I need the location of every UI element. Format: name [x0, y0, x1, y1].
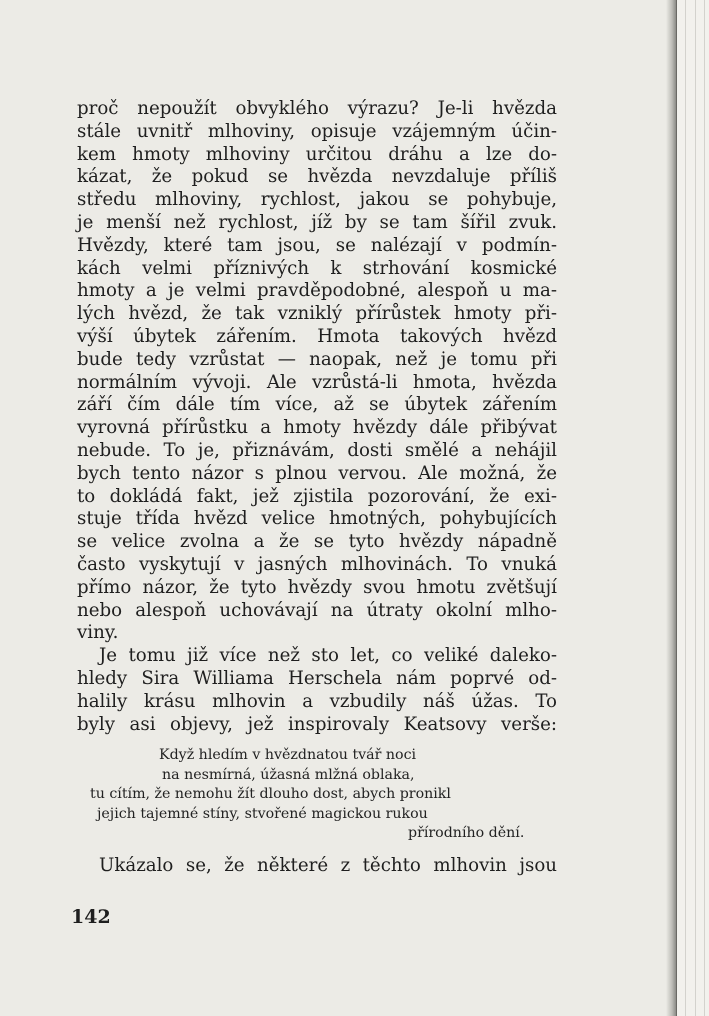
text-line: Hvězdy, které tam jsou, se nalézají v podmín-: [77, 234, 557, 256]
text-line: stuje třída hvězd velice hmotných, pohybujících: [77, 508, 557, 530]
text-line: halily krásu mlhovin a vzbudily náš úžas. To: [77, 690, 557, 712]
book-gutter: [666, 0, 676, 1016]
text-line: září čím dále tím více, až se úbytek zářením: [77, 394, 557, 416]
text-line: stále uvnitř mlhoviny, opisuje vzájemným účin-: [77, 120, 557, 142]
text-line: často vyskytují v jasných mlhovinách. To vnuká: [77, 553, 557, 575]
text-line: hledy Sira Williama Herschela nám poprvé od-: [77, 667, 557, 689]
paragraph-3: [77, 855, 557, 878]
text-line: Je tomu již více než sto let, co veliké daleko-: [99, 645, 557, 667]
paragraph-1: [77, 98, 557, 645]
text-line: lých hvězd, že tak vzniklý přírůstek hmoty při-: [77, 303, 557, 325]
adjacent-page-edge: [676, 0, 709, 1016]
text-line: byly asi objevy, jež inspirovaly Keatsovy verše:: [77, 713, 557, 735]
paragraph-2: [77, 645, 557, 736]
text-line: se velice zvolna a že se tyto hvězdy nápadně: [77, 531, 557, 553]
poem-line: přírodního dění.: [408, 824, 525, 841]
text-line: nebude. To je, přiznávám, dosti smělé a nehájil: [77, 439, 557, 461]
text-line: proč nepoužít obvyklého výrazu? Je-li hvězda: [77, 98, 557, 119]
page-number: 142: [71, 906, 111, 928]
text-line: bych tento názor s plnou vervou. Ale možná, že: [77, 462, 557, 484]
poem-quote: [77, 746, 557, 843]
text-line: to dokládá fakt, jež zjistila pozorování, že exi-: [77, 485, 557, 507]
text-line: nebo alespoň uchovávají na útraty okolní mlho-: [77, 599, 557, 621]
page-edge-line: [704, 0, 705, 1016]
text-line: vyrovná přírůstku a hmoty hvězdy dále přibývat: [77, 417, 557, 439]
text-line: Ukázalo se, že některé z těchto mlhovin jsou: [99, 855, 557, 877]
text-line: přímo názor, že tyto hvězdy svou hmotu zvětšují: [77, 576, 557, 598]
text-line: hmoty a je velmi pravděpodobné, alespoň u ma-: [77, 280, 557, 302]
text-line: středu mlhoviny, rychlost, jakou se pohybuje,: [77, 189, 557, 211]
text-line: kách velmi příznivých k strhování kosmické: [77, 257, 557, 279]
page-edge-line: [685, 0, 686, 1016]
text-line: viny.: [77, 622, 119, 644]
text-line: kázat, že pokud se hvězda nevzdaluje příliš: [77, 166, 557, 188]
body-text: [77, 98, 557, 878]
text-line: normálním vývoji. Ale vzrůstá-li hmota, hvězda: [77, 371, 557, 393]
poem-line: na nesmírná, úžasná mlžná oblaka,: [162, 766, 415, 783]
poem-line: Když hledím v hvězdnatou tvář noci: [159, 747, 417, 764]
text-line: bude tedy vzrůstat — naopak, než je tomu při: [77, 348, 557, 370]
poem-line: tu cítím, že nemohu žít dlouho dost, abych pronikl: [90, 786, 451, 803]
text-line: kem hmoty mlhoviny určitou dráhu a lze do-: [77, 143, 557, 165]
page-edge-line: [695, 0, 696, 1016]
text-line: je menší než rychlost, jíž by se tam šířil zvuk.: [77, 211, 557, 233]
poem-line: jejich tajemné stíny, stvořené magickou rukou: [97, 805, 428, 822]
text-line: výší úbytek zářením. Hmota takových hvězd: [77, 325, 557, 347]
